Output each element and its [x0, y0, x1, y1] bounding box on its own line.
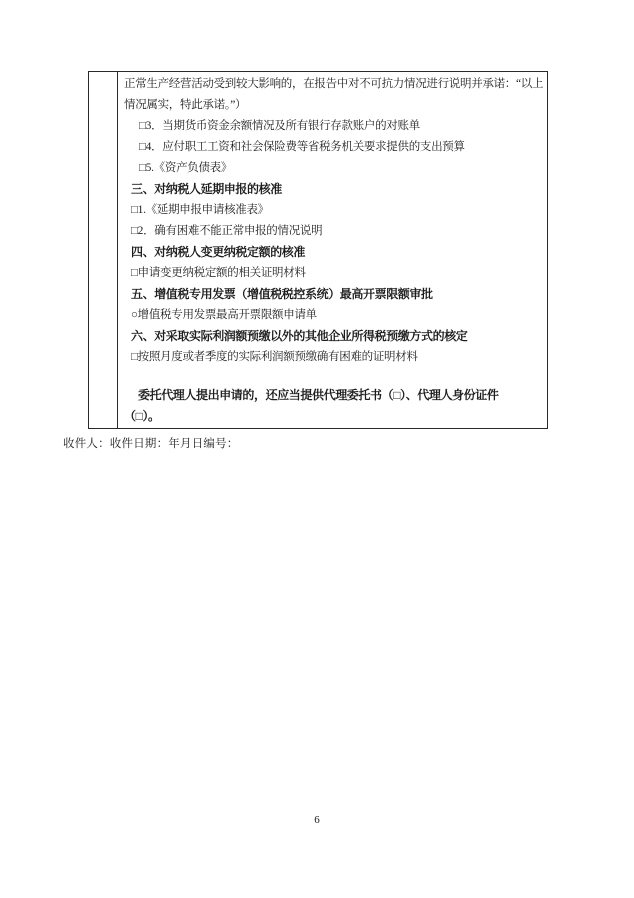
page-number: 6 — [314, 814, 320, 826]
checkbox-item-5: □5.《资产负债表》 — [139, 162, 233, 174]
table-content-cell — [118, 72, 547, 428]
continuation-text-line-2: 情况属实，特此承诺。”） — [124, 99, 247, 111]
agent-note-line-1: 委托代理人提出申请的，还应当提供代理委托书（□）、代理人身份证件 — [138, 388, 499, 402]
section-heading-6: 六、对采取实际利润额预缴以外的其他企业所得税预缴方式的核定 — [131, 329, 468, 343]
receipt-info-line: 收件人：收件日期：年月日编号： — [63, 438, 239, 450]
checkbox-item-3: □3．当期货币资金余额情况及所有银行存款账户的对账单 — [139, 120, 420, 132]
checkbox-item-3-1: □1.《延期申报申请核准表》 — [131, 204, 269, 216]
blank-line-spacer — [124, 368, 543, 385]
checkbox-item-3-2: □2．确有困难不能正常申报的情况说明 — [131, 225, 323, 237]
circle-item-5-1: ○增值税专用发票最高开票限额申请单 — [131, 309, 317, 321]
section-heading-3: 三、对纳税人延期申报的核准 — [131, 182, 282, 196]
checkbox-item-4-1: □申请变更纳税定额的相关证明材料 — [131, 267, 306, 279]
table-left-column-cell — [89, 72, 118, 428]
checkbox-item-6-1: □按照月度或者季度的实际利润额预缴确有困难的证明材料 — [131, 351, 418, 363]
checkbox-item-4: □4．应付职工工资和社会保险费等省税务机关要求提供的支出预算 — [139, 141, 465, 153]
agent-note-line-2: （□）。 — [124, 409, 160, 423]
attachment-materials-table — [88, 71, 548, 429]
section-heading-4: 四、对纳税人变更纳税定额的核准 — [131, 245, 306, 259]
continuation-text-line-1: 正常生产经营活动受到较大影响的，在报告中对不可抗力情况进行说明并承诺：“以上 — [124, 78, 543, 90]
section-heading-5: 五、增值税专用发票（增值税税控系统）最高开票限额审批 — [131, 287, 433, 301]
